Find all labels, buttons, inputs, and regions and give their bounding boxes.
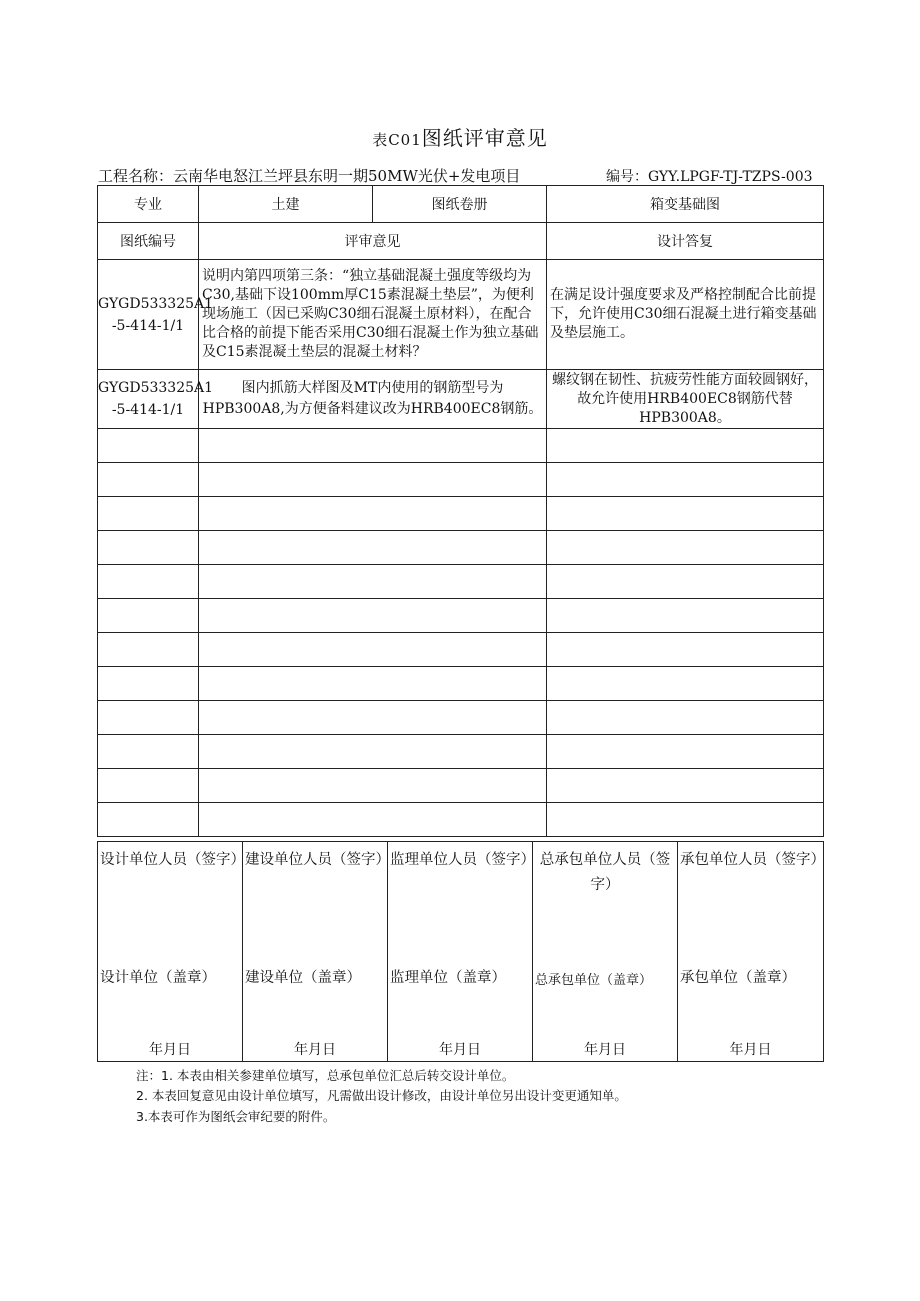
volume-label: 图纸卷册 — [373, 186, 547, 223]
empty-row — [98, 769, 824, 803]
empty-cell — [547, 497, 824, 531]
note-2: 2. 本表回复意见由设计单位填写，凡需做出设计修改，由设计单位另出设计变更通知单。 — [136, 1088, 627, 1103]
empty-cell — [547, 599, 824, 633]
empty-cell — [547, 429, 824, 463]
empty-cell — [199, 701, 547, 735]
empty-cell — [199, 599, 547, 633]
drawing-no-cell — [98, 260, 214, 370]
empty-cell — [547, 463, 824, 497]
volume-value: 箱变基础图 — [547, 186, 824, 223]
empty-row — [98, 463, 824, 497]
date-label: 年月日 — [729, 1042, 772, 1058]
signature-role: 设计单位人员（签字） — [100, 852, 245, 868]
reply-header: 设计答复 — [547, 223, 824, 260]
signature-cell-general-contractor — [533, 842, 678, 1062]
empty-row — [98, 497, 824, 531]
empty-cell — [98, 599, 199, 633]
empty-cell — [199, 735, 547, 769]
stamp-label: 设计单位（盖章） — [100, 970, 216, 986]
empty-cell — [199, 463, 547, 497]
empty-cell — [199, 565, 547, 599]
review-cell: 图内抓筋大样图及MT内使用的钢筋型号为HPB300A8,为方便备料建议改为HRB400EC8钢筋。 — [199, 370, 547, 429]
empty-cell — [199, 531, 547, 565]
empty-cell — [199, 769, 547, 803]
empty-cell — [547, 735, 824, 769]
empty-cell — [199, 803, 547, 837]
empty-cell — [547, 565, 824, 599]
empty-row — [98, 803, 824, 837]
empty-row — [98, 429, 824, 463]
note-3: 3.本表可作为图纸会审纪要的附件。 — [136, 1109, 336, 1124]
form-title-prefix: 表C01 — [372, 131, 422, 149]
empty-cell — [547, 633, 824, 667]
note-1: 注：1. 本表由相关参建单位填写，总承包单位汇总后转交设计单位。 — [136, 1068, 515, 1083]
specialty-value: 土建 — [199, 186, 373, 223]
signature-cell-contractor — [678, 842, 824, 1062]
empty-cell — [98, 769, 199, 803]
empty-cell — [98, 735, 199, 769]
drawing-no-line1: GYGD533325A1 — [98, 380, 214, 396]
date-label: 年月日 — [439, 1042, 481, 1058]
empty-row — [98, 735, 824, 769]
signature-table — [97, 841, 824, 1062]
empty-cell — [98, 463, 199, 497]
empty-cell — [547, 803, 824, 837]
empty-cell — [98, 565, 199, 599]
empty-cell — [199, 429, 547, 463]
date-label: 年月日 — [584, 1042, 626, 1058]
stamp-label: 总承包单位（盖章） — [535, 973, 653, 988]
stamp-label: 承包单位（盖章） — [680, 970, 796, 986]
drawing-no-cell — [98, 370, 214, 429]
empty-cell — [547, 531, 824, 565]
reply-cell: 螺纹钢在韧性、抗疲劳性能方面较圆钢好，故允许使用HRB400EC8钢筋代替HPB300A8。 — [547, 370, 824, 429]
table-row — [98, 260, 824, 370]
project-name: 工程名称：云南华电怒江兰坪县东明一期50MW光伏+发电项目 — [98, 167, 521, 185]
drawing-no-line2: -5-414-1/1 — [111, 402, 185, 418]
empty-cell — [199, 497, 547, 531]
empty-cell — [199, 667, 547, 701]
signature-role: 建设单位人员（签字） — [245, 852, 390, 868]
empty-cell — [547, 701, 824, 735]
review-cell: 说明内第四项第三条：“独立基础混凝土强度等级均为C30,基础下设100mm厚C15素混凝土垫层”，为便利现场施工（因已采购C30细石混凝土原材料），在配合比合格的前提下能否采用C30细石混凝土作为独立基础及C15素混凝土垫层的混凝土材料？ — [199, 260, 547, 370]
empty-row — [98, 531, 824, 565]
empty-cell — [98, 531, 199, 565]
drawing-no-line2: -5-414-1/1 — [111, 317, 185, 334]
form-title-text: 图纸评审意见 — [421, 126, 548, 150]
empty-cell — [98, 667, 199, 701]
drawing-no-header: 图纸编号 — [98, 223, 199, 260]
empty-cell — [98, 429, 199, 463]
stamp-label: 监理单位（盖章） — [390, 970, 506, 986]
signature-role: 总承包单位人员（签字） — [539, 852, 671, 893]
table-row — [98, 370, 824, 429]
empty-row — [98, 701, 824, 735]
signature-cell-design — [98, 842, 243, 1062]
review-table — [97, 185, 824, 837]
reply-cell: 在满足设计强度要求及严格控制配合比前提下，允许使用C30细石混凝土进行箱变基础及垫层施工。 — [547, 260, 824, 370]
signature-role: 承包单位人员（签字） — [680, 852, 825, 868]
empty-row — [98, 565, 824, 599]
empty-cell — [98, 803, 199, 837]
empty-row — [98, 599, 824, 633]
empty-row — [98, 667, 824, 701]
specialty-label: 专业 — [98, 186, 199, 223]
date-label: 年月日 — [294, 1042, 336, 1058]
empty-cell — [547, 769, 824, 803]
signature-cell-supervision — [388, 842, 533, 1062]
stamp-label: 建设单位（盖章） — [245, 970, 361, 986]
specialty-row — [98, 186, 824, 223]
date-label: 年月日 — [149, 1042, 191, 1058]
empty-row — [98, 633, 824, 667]
signature-role: 监理单位人员（签字） — [390, 852, 535, 868]
empty-cell — [98, 701, 199, 735]
empty-cell — [98, 497, 199, 531]
document-code: 编号：GYY.LPGF-TJ-TZPS-003 — [606, 169, 813, 185]
header-row — [98, 223, 824, 260]
empty-cell — [98, 633, 199, 667]
empty-cell — [547, 667, 824, 701]
drawing-no-line1: GYGD533325A1 — [98, 295, 214, 312]
empty-cell — [199, 633, 547, 667]
review-header: 评审意见 — [199, 223, 547, 260]
signature-cell-owner — [243, 842, 388, 1062]
form-title — [0, 122, 920, 151]
